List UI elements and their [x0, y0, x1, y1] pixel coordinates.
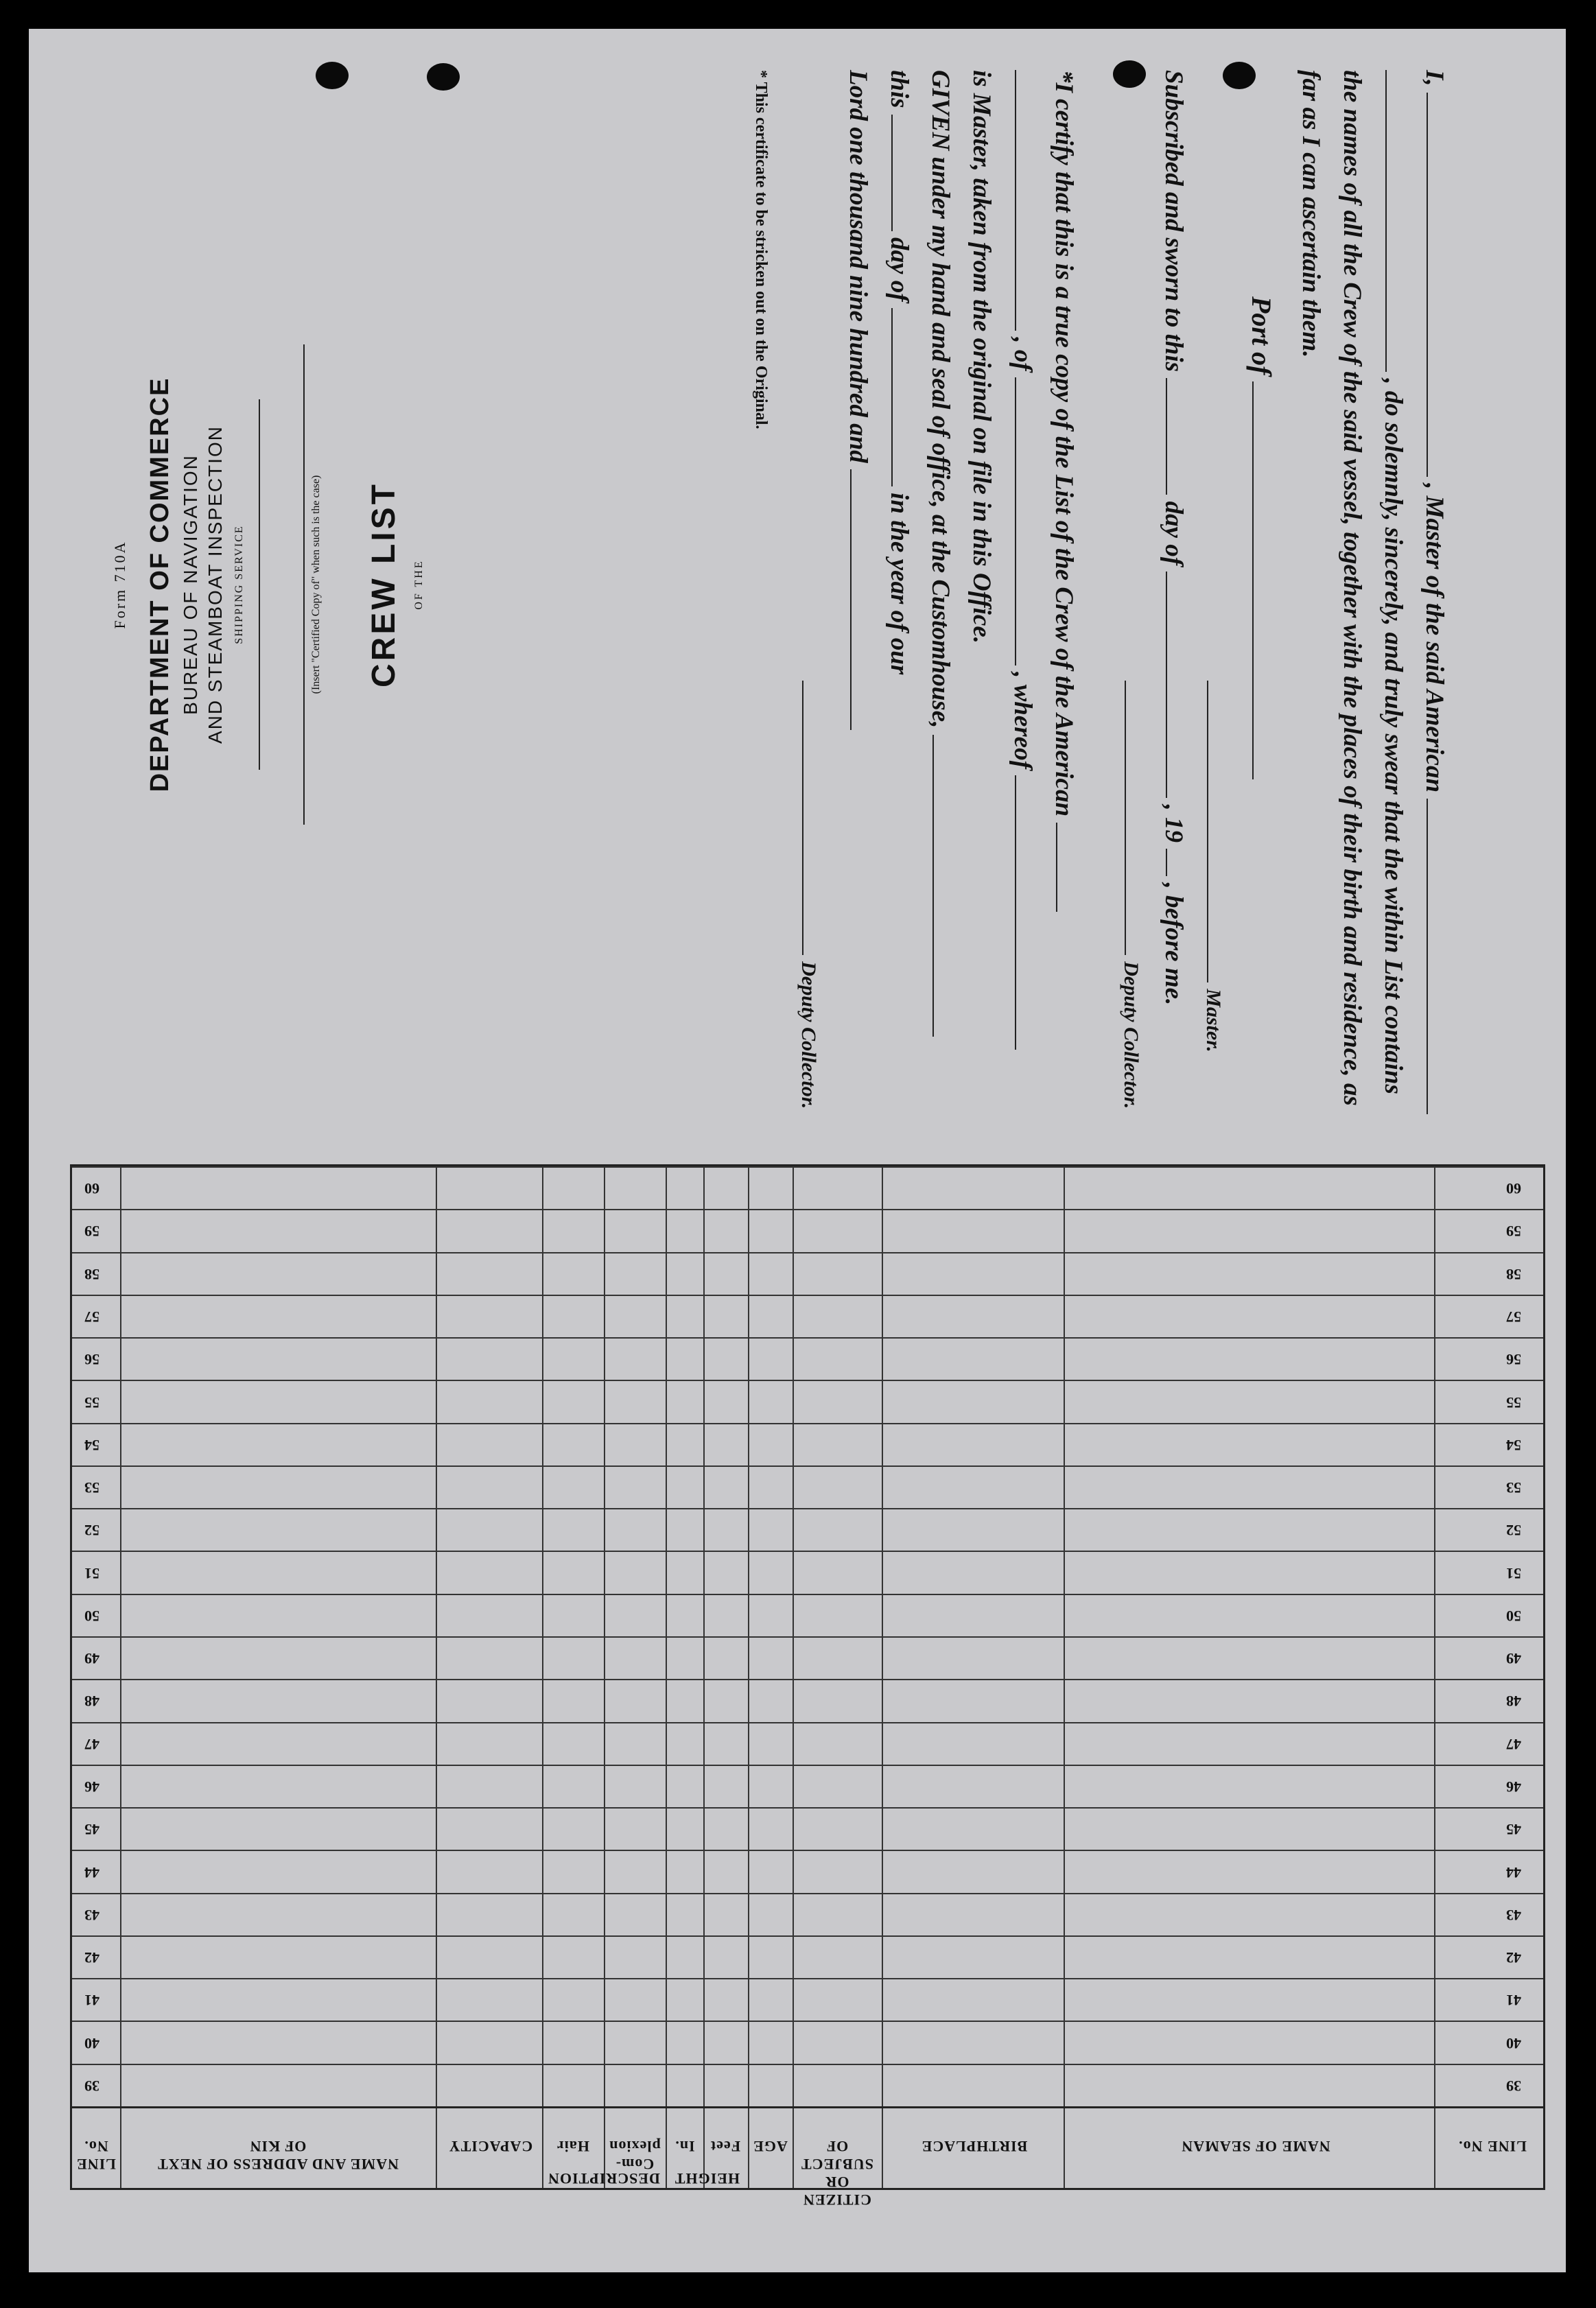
subscribed-year-field[interactable]: [1166, 849, 1188, 876]
line-number-right: 52: [1506, 1522, 1521, 1540]
table-header-height: HEIGHT: [674, 2170, 740, 2187]
table-row[interactable]: [72, 1636, 1543, 1680]
table-header-cell: CAPACITY: [448, 2138, 533, 2155]
line-number-left: 50: [84, 1607, 99, 1625]
cert-is-master: is Master, taken from the original on file in this Office.: [967, 70, 996, 644]
table-row[interactable]: [72, 1423, 1543, 1467]
table-row[interactable]: [72, 1209, 1543, 1253]
cert-in-year: in the year of our: [885, 493, 913, 675]
line-number-right: 42: [1506, 1949, 1521, 1967]
line-number-left: 59: [84, 1223, 99, 1240]
crew-table: [70, 1164, 1545, 2209]
cert-19: , 19: [1160, 804, 1188, 843]
table-row[interactable]: [72, 1551, 1543, 1594]
vessel-name-field[interactable]: [1427, 799, 1448, 1114]
cert-footnote: * This certificate to be stricken out on the Original.: [752, 70, 770, 429]
line-number-right: 54: [1506, 1436, 1521, 1454]
cert-names: the names of all the Crew of the said vessel, together with the places of their birth and residence, as: [1338, 70, 1366, 1106]
line-number-left: 49: [84, 1650, 99, 1668]
cert-deputy-1: Deputy Collector.: [1120, 961, 1142, 1109]
cert-subscribed: Subscribed and sworn to this: [1160, 70, 1188, 373]
line-number-left: 55: [84, 1393, 99, 1411]
table-header-cell: Feet: [709, 2138, 741, 2155]
line-number-right: 48: [1506, 1693, 1521, 1710]
line-number-left: 43: [84, 1906, 99, 1924]
copy-rig-field[interactable]: [1015, 70, 1037, 331]
line-number-right: 50: [1506, 1607, 1521, 1625]
table-header-cell: NAME OF SEAMAN: [1181, 2138, 1330, 2155]
table-header-description: DESCRIPTION: [548, 2170, 660, 2187]
line-number-right: 57: [1506, 1308, 1521, 1326]
table-row[interactable]: [72, 1465, 1543, 1509]
deputy-signature-field-1[interactable]: [1125, 681, 1147, 955]
vessel-rig-field[interactable]: [1385, 70, 1407, 372]
copy-port-field[interactable]: [1015, 377, 1037, 666]
cert-certify: *I certify that this is a true copy of the List of the Crew of the American: [1050, 70, 1078, 817]
cert-of: , of: [1009, 337, 1037, 371]
line-number-left: 51: [84, 1564, 99, 1582]
table-row[interactable]: [72, 2021, 1543, 2064]
certified-note: (Insert "Certified Copy of" when such is the case): [310, 475, 322, 694]
form-number: Form 710A: [111, 540, 128, 629]
cert-day-of: day of: [1160, 501, 1188, 566]
line-number-left: 54: [84, 1436, 99, 1454]
back-fold-label: [70, 70, 591, 1099]
table-header-cell: AGE: [753, 2138, 788, 2155]
line-number-right: 41: [1506, 1992, 1521, 2010]
cert-before-me: , before me.: [1160, 882, 1188, 1006]
line-number-right: 45: [1506, 1821, 1521, 1839]
table-row[interactable]: [72, 1935, 1543, 1979]
line-number-right: 53: [1506, 1479, 1521, 1497]
line-number-left: 42: [84, 1949, 99, 1967]
line-number-left: 53: [84, 1479, 99, 1497]
line-number-left: 39: [84, 2077, 99, 2095]
table-row[interactable]: [72, 1337, 1543, 1381]
bureau-line-1: BUREAU OF NAVIGATION: [180, 454, 201, 715]
crew-list-form-sheet: [29, 29, 1566, 2272]
cert-given: GIVEN under my hand and seal of office, at the Customhouse,: [926, 70, 954, 729]
line-number-right: 51: [1506, 1564, 1521, 1582]
table-row[interactable]: [72, 1295, 1543, 1339]
line-number-left: 41: [84, 1992, 99, 2010]
table-row[interactable]: [72, 1679, 1543, 1723]
cert-swear: , do solemnly, sincerely, and truly swear that the within List contains: [1379, 378, 1407, 1094]
table-row[interactable]: [72, 1594, 1543, 1638]
crew-list-title: CREW LIST: [366, 482, 402, 687]
table-header-cell: Com-plexion: [609, 2138, 661, 2173]
cert-master-of: , Master of the said American: [1420, 483, 1448, 793]
cert-whereof: , whereof: [1009, 672, 1037, 769]
table-row[interactable]: [72, 1807, 1543, 1851]
subscribed-day-field[interactable]: [1166, 378, 1188, 495]
cert-lord: Lord one thousand nine hundred and: [844, 70, 872, 463]
cert-i: I,: [1420, 70, 1448, 86]
table-header-cell: In.: [674, 2138, 695, 2155]
copy-vessel-field[interactable]: [1056, 823, 1078, 912]
table-row[interactable]: [72, 1166, 1543, 1210]
line-number-left: 47: [84, 1735, 99, 1753]
line-number-right: 39: [1506, 2077, 1521, 2095]
cert-far-as: far as I can ascertain them.: [1297, 70, 1325, 358]
table-row[interactable]: [72, 1850, 1543, 1894]
cert-this: this: [885, 70, 913, 108]
line-number-left: 44: [84, 1863, 99, 1881]
header-divider: [72, 2106, 1543, 2108]
line-number-right: 44: [1506, 1863, 1521, 1881]
cert-master: Master.: [1202, 989, 1225, 1052]
line-number-right: 60: [1506, 1180, 1521, 1198]
table-row[interactable]: [72, 1722, 1543, 1766]
line-number-right: 40: [1506, 2034, 1521, 2052]
line-number-left: 52: [84, 1522, 99, 1540]
line-number-left: 48: [84, 1693, 99, 1710]
line-number-right: 56: [1506, 1351, 1521, 1369]
table-header-cell: BIRTHPLACE: [921, 2138, 1028, 2155]
given-day-field[interactable]: [891, 115, 913, 231]
table-header-cell: LINE No.: [1458, 2138, 1527, 2155]
table-row[interactable]: [72, 1978, 1543, 2022]
line-number-right: 59: [1506, 1223, 1521, 1240]
master-signature-field[interactable]: [1207, 681, 1229, 982]
certified-copy-field[interactable]: [303, 344, 305, 825]
master-certificate: [598, 70, 1456, 1109]
line-number-left: 40: [84, 2034, 99, 2052]
rule: [259, 399, 260, 770]
table-header-cell: NAME AND ADDRESS OF NEXT OF KIN: [157, 2138, 399, 2173]
line-number-left: 46: [84, 1778, 99, 1795]
copy-master-field[interactable]: [1015, 775, 1037, 1050]
given-month-field[interactable]: [891, 308, 913, 486]
line-number-right: 58: [1506, 1265, 1521, 1283]
table-header-cell: LINE No.: [76, 2138, 116, 2173]
line-number-right: 46: [1506, 1778, 1521, 1795]
table-row[interactable]: [72, 1893, 1543, 1937]
table-row[interactable]: [72, 1765, 1543, 1809]
table-row[interactable]: [72, 1508, 1543, 1552]
customhouse-field[interactable]: [932, 735, 954, 1037]
cert-day-of-2: day of: [885, 237, 913, 302]
line-number-left: 45: [84, 1821, 99, 1839]
port-field[interactable]: [1252, 381, 1274, 779]
line-number-right: 47: [1506, 1735, 1521, 1753]
deputy-signature-field-2[interactable]: [802, 681, 824, 955]
cert-port-of: Port of: [1246, 296, 1277, 375]
subscribed-month-field[interactable]: [1166, 572, 1188, 798]
table-header-cell: CITIZEN OR SUBJECT OF: [800, 2138, 874, 2209]
line-number-left: 58: [84, 1265, 99, 1283]
given-year-field[interactable]: [850, 469, 872, 730]
line-number-right: 43: [1506, 1906, 1521, 1924]
table-row[interactable]: [72, 1252, 1543, 1296]
line-number-right: 49: [1506, 1650, 1521, 1668]
cert-deputy-2: Deputy Collector.: [797, 961, 820, 1109]
shipping-service: SHIPPING SERVICE: [233, 525, 245, 644]
bureau-line-2: AND STEAMBOAT INSPECTION: [204, 425, 226, 744]
of-the: OF THE: [413, 559, 425, 610]
table-header-cell: Hair: [556, 2138, 589, 2155]
dept-commerce: DEPARTMENT OF COMMERCE: [145, 377, 174, 792]
table-row[interactable]: [72, 1380, 1543, 1424]
line-number-left: 56: [84, 1351, 99, 1369]
line-number-left: 57: [84, 1308, 99, 1326]
line-number-left: 60: [84, 1180, 99, 1198]
line-number-right: 55: [1506, 1393, 1521, 1411]
table-row[interactable]: [72, 2064, 1543, 2108]
master-name-field[interactable]: [1427, 93, 1448, 477]
